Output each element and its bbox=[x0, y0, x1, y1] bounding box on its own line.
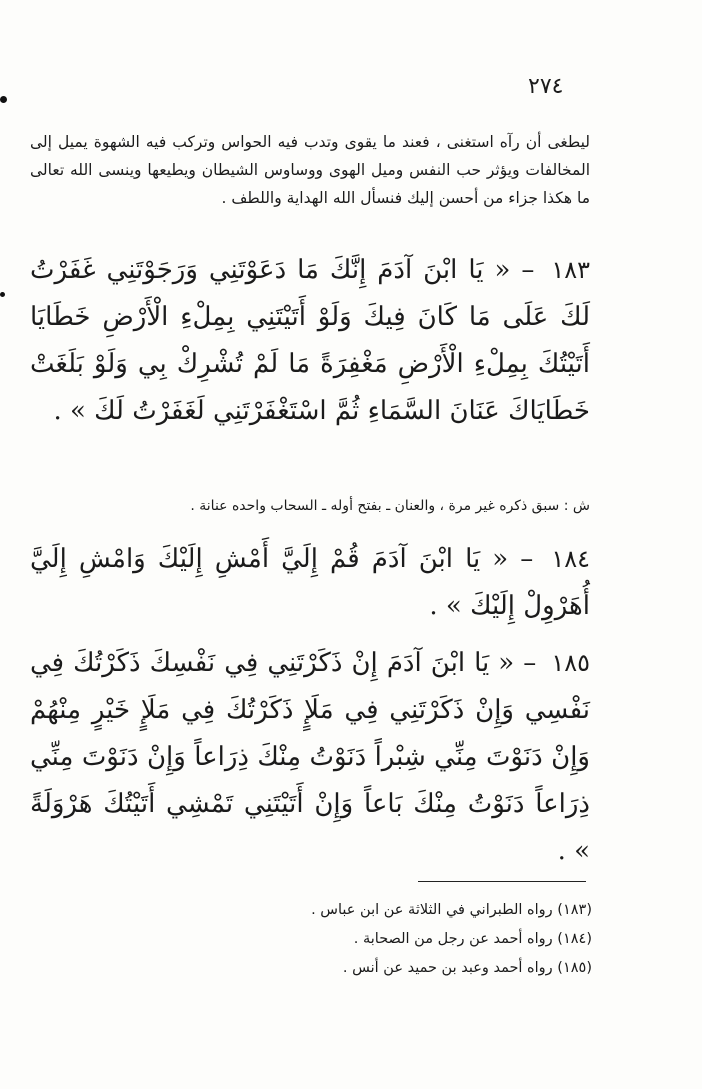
footnote-184: (١٨٤) رواه أحمد عن رجل من الصحابة . bbox=[353, 931, 592, 947]
footnotes bbox=[160, 896, 592, 983]
footnote-185: (١٨٥) رواه أحمد وعبد بن حميد عن أنس . bbox=[342, 960, 592, 976]
hadith-183 bbox=[30, 247, 590, 435]
footnote-divider bbox=[418, 881, 586, 882]
page-number: ٢٧٤ bbox=[528, 74, 564, 99]
hadith-number: ١٨٤ bbox=[551, 545, 590, 573]
hadith-text: – « يَا ابْنَ آدَمَ قُمْ إِلَيَّ أَمْشِ إِلَيْكَ وَامْشِ إِلَيَّ أُهَرْوِلْ إِلَيْكَ » . bbox=[30, 544, 590, 621]
hadith-184 bbox=[30, 536, 590, 630]
hadith-text: – « يَا ابْنَ آدَمَ إِنْ ذَكَرْتَنِي فِي نَفْسِكَ ذَكَرْتُكَ فِي نَفْسِي وَإِنْ ذَكَرْتَنِي فِي مَلَإٍ ذَكَرْتُكَ فِي مَلَإٍ خَيْرٍ مِنْهُمْ وَإِنْ دَنَوْتَ مِنِّي شِبْراً دَنَوْتُ مِنْكَ ذِرَاعاً وَإِنْ دَنَوْتَ مِنِّي ذِرَاعاً دَنَوْتُ مِنْكَ بَاعاً وَإِنْ أَتَيْتَنِي تَمْشِي أَتَيْتُكَ هَرْوَلَةً » . bbox=[30, 648, 590, 866]
hadith-number: ١٨٥ bbox=[551, 649, 590, 677]
hadith-185 bbox=[30, 640, 590, 875]
hadith-text: – « يَا ابْنَ آدَمَ إِنَّكَ مَا دَعَوْتَنِي وَرَجَوْتَنِي غَفَرْتُ لَكَ عَلَى مَا كَانَ فِيكَ وَلَوْ أَتَيْتَنِي بِمِلْءِ الْأَرْضِ خَطَايَا أَتَيْتُكَ بِمِلْءِ الْأَرْضِ مَغْفِرَةً مَا لَمْ تُشْرِكْ بِي وَلَوْ بَلَغَتْ خَطَايَاكَ عَنَانَ السَّمَاءِ ثُمَّ اسْتَغْفَرْتَنِي لَغَفَرْتُ لَكَ » . bbox=[30, 255, 590, 426]
footnote-183: (١٨٣) رواه الطبراني في الثلاثة عن ابن عباس . bbox=[311, 902, 592, 918]
margin-ink-mark bbox=[0, 96, 7, 103]
commentary-paragraph: ليطغى أن رآه استغنى ، فعند ما يقوى وتدب فيه الحواس وتركب فيه الشهوة يميل إلى المخالفات ويؤثر حب النفس وميل الهوى ووساوس الشيطان ويطيعها وينسى الله تعالى ما هكذا جزاء من أحسن إليك فنسأل الله الهداية واللطف . bbox=[30, 133, 590, 207]
hadith-number: ١٨٣ bbox=[551, 256, 590, 284]
explanatory-note: ش : سبق ذكره غير مرة ، والعنان ـ بفتح أوله ـ السحاب واحده عنانة . bbox=[190, 498, 590, 514]
margin-ink-mark bbox=[0, 292, 5, 297]
